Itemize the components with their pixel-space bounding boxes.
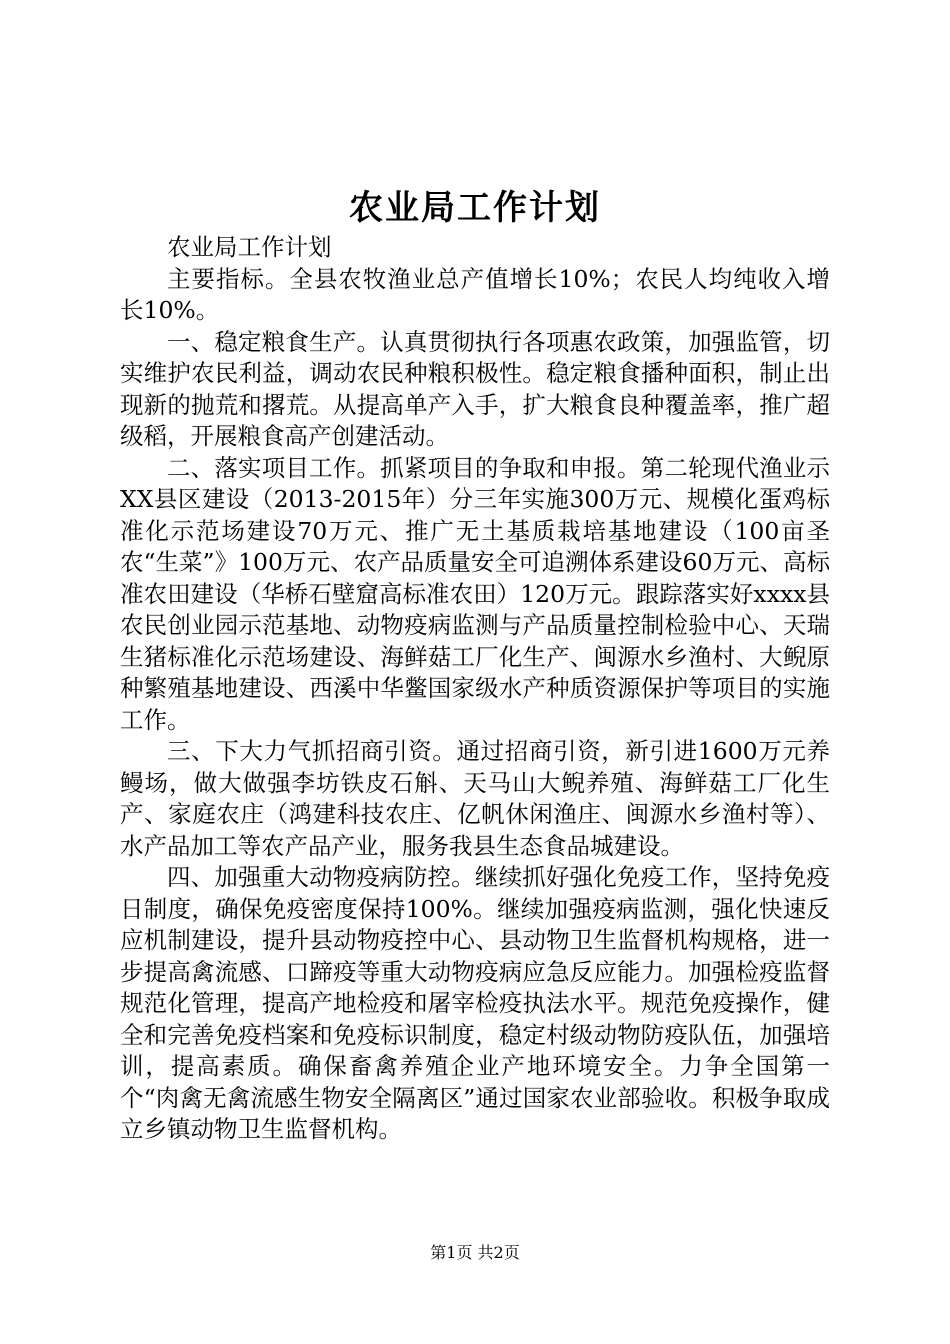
- paragraph-section-3: 三、下大力气抓招商引资。通过招商引资，新引进1600万元养鳗场，做大做强李坊铁皮石斛、天马山大鲵养殖、海鲜菇工厂化生产、家庭农庄（鸿建科技农庄、亿帆休闲渔庄、闽源水乡渔村等）、水产品加工等农产品产业，服务我县生态食品城建设。: [120, 737, 830, 860]
- paragraph-section-4: 四、加强重大动物疫病防控。继续抓好强化免疫工作，坚持免疫日制度，确保免疫密度保持100%。继续加强疫病监测，强化快速反应机制建设，提升县动物疫控中心、县动物卫生监督机构规格，进一步提高禽流感、口蹄疫等重大动物疫病应急反应能力。加强检疫监督规范化管理，提高产地检疫和屠宰检疫执法水平。规范免疫操作，健全和完善免疫档案和免疫标识制度，稳定村级动物防疫队伍，加强培训，提高素质。确保畜禽养殖企业产地环境安全。力争全国第一个“肉禽无禽流感生物安全隔离区”通过国家农业部验收。积极争取成立乡镇动物卫生监督机构。: [120, 863, 830, 1143]
- document-title: 农业局工作计划: [349, 188, 601, 228]
- document-body: [120, 232, 830, 1146]
- paragraph-heading: 农业局工作计划: [167, 233, 332, 261]
- paragraph-main-indicators: 主要指标。全县农牧渔业总产值增长10%；农民人均纯收入增长10%。: [120, 264, 830, 324]
- paragraph-section-2: 二、落实项目工作。抓紧项目的争取和申报。第二轮现代渔业示XX县区建设（2013-2015年）分三年实施300万元、规模化蛋鸡标准化示范场建设70万元、推广无土基质栽培基地建设（100亩圣农“生菜”》100万元、农产品质量安全可追溯体系建设60万元、高标准农田建设（华桥石壁窟高标准农田）120万元。跟踪落实好xxxx县农民创业园示范基地、动物疫病监测与产品质量控制检验中心、天瑞生猪标准化示范场建设、海鲜菇工厂化生产、闽源水乡渔村、大鲵原种繁殖基地建设、西溪中华鳖国家级水产种质资源保护等项目的实施工作。: [120, 453, 830, 734]
- page-number-footer: 第1页 共2页: [430, 1243, 520, 1262]
- paragraph-section-1: 一、稳定粮食生产。认真贯彻执行各项惠农政策，加强监管，切实维护农民利益，调动农民种粮积极性。稳定粮食播种面积，制止出现新的抛荒和撂荒。从提高单产入手，扩大粮食良种覆盖率，推广超级稻，开展粮食高产创建活动。: [120, 327, 830, 450]
